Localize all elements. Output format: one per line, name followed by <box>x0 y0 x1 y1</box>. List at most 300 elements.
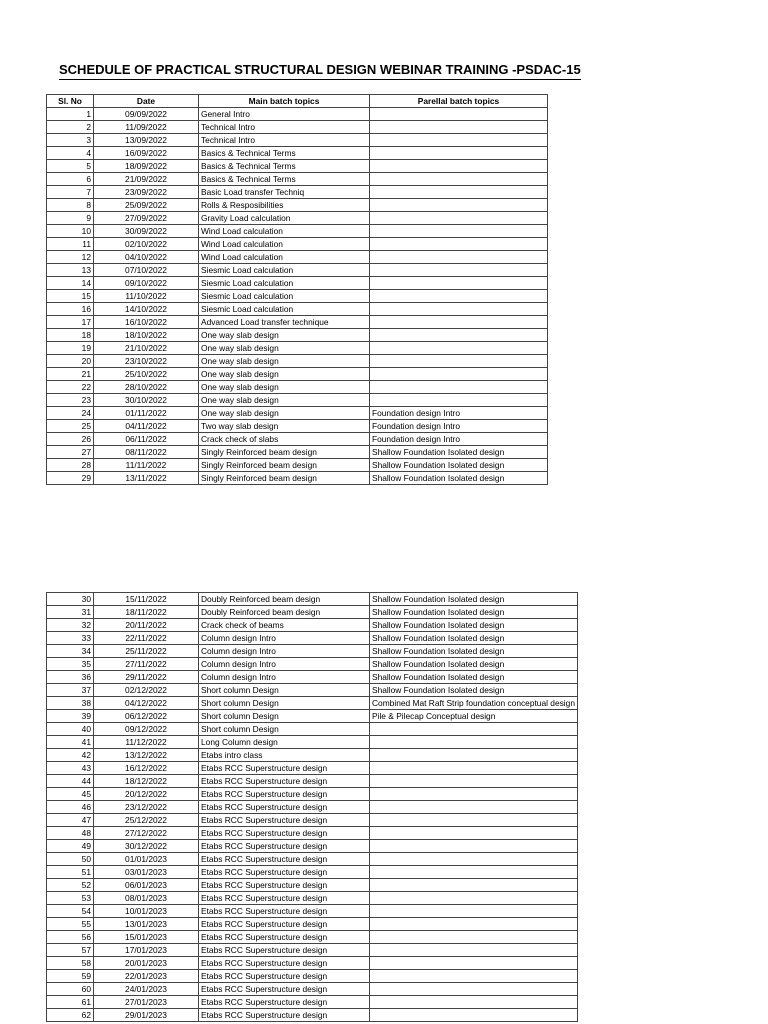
row-main-topic: Short column Design <box>199 723 370 736</box>
row-parallel-topic <box>370 957 578 970</box>
row-parallel-topic <box>370 225 548 238</box>
row-sl-no: 21 <box>47 368 94 381</box>
row-sl-no: 5 <box>47 160 94 173</box>
row-main-topic: Short column Design <box>199 684 370 697</box>
row-date: 23/12/2022 <box>94 801 199 814</box>
row-main-topic: One way slab design <box>199 368 370 381</box>
row-main-topic: Etabs RCC Superstructure design <box>199 970 370 983</box>
row-main-topic: Basics & Technical Terms <box>199 173 370 186</box>
table-row <box>47 710 578 723</box>
row-sl-no: 10 <box>47 225 94 238</box>
row-date: 13/11/2022 <box>94 472 199 485</box>
table-row <box>47 996 578 1009</box>
table-row <box>47 723 578 736</box>
row-main-topic: Doubly Reinforced beam design <box>199 606 370 619</box>
row-sl-no: 24 <box>47 407 94 420</box>
row-parallel-topic: Combined Mat Raft Strip foundation conceptual design <box>370 697 578 710</box>
row-main-topic: Etabs RCC Superstructure design <box>199 892 370 905</box>
row-sl-no: 47 <box>47 814 94 827</box>
row-sl-no: 40 <box>47 723 94 736</box>
row-date: 06/12/2022 <box>94 710 199 723</box>
row-main-topic: Etabs intro class <box>199 749 370 762</box>
row-date: 07/10/2022 <box>94 264 199 277</box>
row-date: 02/10/2022 <box>94 238 199 251</box>
table-row <box>47 606 578 619</box>
row-parallel-topic: Shallow Foundation Isolated design <box>370 658 578 671</box>
row-sl-no: 33 <box>47 632 94 645</box>
row-main-topic: Wind Load calculation <box>199 251 370 264</box>
row-parallel-topic <box>370 108 548 121</box>
row-parallel-topic <box>370 264 548 277</box>
row-main-topic: Singly Reinforced beam design <box>199 459 370 472</box>
row-parallel-topic: Shallow Foundation Isolated design <box>370 645 578 658</box>
row-date: 17/01/2023 <box>94 944 199 957</box>
row-date: 23/10/2022 <box>94 355 199 368</box>
row-date: 18/11/2022 <box>94 606 199 619</box>
row-sl-no: 42 <box>47 749 94 762</box>
table-row <box>47 199 548 212</box>
row-main-topic: Column design Intro <box>199 645 370 658</box>
row-parallel-topic <box>370 996 578 1009</box>
row-parallel-topic <box>370 251 548 264</box>
row-date: 25/11/2022 <box>94 645 199 658</box>
row-parallel-topic: Shallow Foundation Isolated design <box>370 446 548 459</box>
row-main-topic: Siesmic Load calculation <box>199 303 370 316</box>
row-sl-no: 35 <box>47 658 94 671</box>
row-sl-no: 38 <box>47 697 94 710</box>
row-sl-no: 48 <box>47 827 94 840</box>
row-date: 18/12/2022 <box>94 775 199 788</box>
table-row <box>47 905 578 918</box>
row-main-topic: One way slab design <box>199 407 370 420</box>
row-sl-no: 59 <box>47 970 94 983</box>
row-date: 14/10/2022 <box>94 303 199 316</box>
row-parallel-topic <box>370 944 578 957</box>
row-sl-no: 50 <box>47 853 94 866</box>
row-date: 04/11/2022 <box>94 420 199 433</box>
table-row <box>47 619 578 632</box>
row-parallel-topic <box>370 186 548 199</box>
row-sl-no: 30 <box>47 593 94 606</box>
row-date: 11/10/2022 <box>94 290 199 303</box>
row-parallel-topic <box>370 723 578 736</box>
header-sl-no: Sl. No <box>47 95 94 108</box>
row-sl-no: 17 <box>47 316 94 329</box>
row-sl-no: 16 <box>47 303 94 316</box>
row-parallel-topic <box>370 853 578 866</box>
row-sl-no: 62 <box>47 1009 94 1022</box>
row-date: 25/09/2022 <box>94 199 199 212</box>
row-sl-no: 36 <box>47 671 94 684</box>
row-main-topic: Etabs RCC Superstructure design <box>199 866 370 879</box>
row-parallel-topic <box>370 983 578 996</box>
table-row <box>47 238 548 251</box>
row-main-topic: Etabs RCC Superstructure design <box>199 983 370 996</box>
row-main-topic: Wind Load calculation <box>199 225 370 238</box>
table-row <box>47 957 578 970</box>
row-sl-no: 45 <box>47 788 94 801</box>
row-sl-no: 29 <box>47 472 94 485</box>
table-row <box>47 251 548 264</box>
table-row <box>47 342 548 355</box>
row-parallel-topic: Pile & Pilecap Conceptual design <box>370 710 578 723</box>
table-row <box>47 381 548 394</box>
row-sl-no: 18 <box>47 329 94 342</box>
row-parallel-topic <box>370 775 578 788</box>
row-date: 10/01/2023 <box>94 905 199 918</box>
row-date: 25/10/2022 <box>94 368 199 381</box>
row-sl-no: 58 <box>47 957 94 970</box>
row-parallel-topic <box>370 918 578 931</box>
row-main-topic: Siesmic Load calculation <box>199 290 370 303</box>
row-date: 02/12/2022 <box>94 684 199 697</box>
row-parallel-topic <box>370 749 578 762</box>
row-parallel-topic: Foundation design Intro <box>370 407 548 420</box>
row-date: 09/10/2022 <box>94 277 199 290</box>
schedule-body-part-1 <box>47 108 548 485</box>
table-row <box>47 472 548 485</box>
table-row <box>47 303 548 316</box>
page-title: SCHEDULE OF PRACTICAL STRUCTURAL DESIGN WEBINAR TRAINING -PSDAC-15 <box>59 62 581 80</box>
row-main-topic: Etabs RCC Superstructure design <box>199 1009 370 1022</box>
table-row <box>47 420 548 433</box>
row-parallel-topic <box>370 970 578 983</box>
row-date: 06/11/2022 <box>94 433 199 446</box>
row-main-topic: Basics & Technical Terms <box>199 160 370 173</box>
row-parallel-topic <box>370 368 548 381</box>
table-row <box>47 632 578 645</box>
table-row <box>47 788 578 801</box>
row-date: 24/01/2023 <box>94 983 199 996</box>
row-sl-no: 56 <box>47 931 94 944</box>
row-sl-no: 41 <box>47 736 94 749</box>
row-parallel-topic: Shallow Foundation Isolated design <box>370 459 548 472</box>
row-date: 16/12/2022 <box>94 762 199 775</box>
table-row <box>47 840 578 853</box>
table-row <box>47 160 548 173</box>
row-main-topic: Long Column design <box>199 736 370 749</box>
table-row <box>47 446 548 459</box>
row-parallel-topic <box>370 290 548 303</box>
row-sl-no: 12 <box>47 251 94 264</box>
table-row <box>47 918 578 931</box>
row-main-topic: Etabs RCC Superstructure design <box>199 931 370 944</box>
row-date: 29/11/2022 <box>94 671 199 684</box>
row-date: 28/10/2022 <box>94 381 199 394</box>
row-parallel-topic <box>370 329 548 342</box>
row-sl-no: 19 <box>47 342 94 355</box>
row-main-topic: Crack check of beams <box>199 619 370 632</box>
table-row <box>47 749 578 762</box>
table-row <box>47 134 548 147</box>
table-row <box>47 697 578 710</box>
table-row <box>47 801 578 814</box>
row-date: 01/11/2022 <box>94 407 199 420</box>
row-main-topic: Advanced Load transfer technique <box>199 316 370 329</box>
table-row <box>47 736 578 749</box>
table-row <box>47 827 578 840</box>
row-date: 16/10/2022 <box>94 316 199 329</box>
table-row <box>47 814 578 827</box>
row-sl-no: 31 <box>47 606 94 619</box>
row-sl-no: 9 <box>47 212 94 225</box>
row-date: 16/09/2022 <box>94 147 199 160</box>
row-sl-no: 25 <box>47 420 94 433</box>
row-main-topic: Etabs RCC Superstructure design <box>199 879 370 892</box>
row-sl-no: 49 <box>47 840 94 853</box>
row-date: 09/09/2022 <box>94 108 199 121</box>
row-parallel-topic <box>370 121 548 134</box>
row-parallel-topic <box>370 762 578 775</box>
row-parallel-topic <box>370 212 548 225</box>
row-sl-no: 6 <box>47 173 94 186</box>
row-main-topic: One way slab design <box>199 342 370 355</box>
table-header-row <box>47 95 548 108</box>
row-main-topic: Siesmic Load calculation <box>199 264 370 277</box>
row-parallel-topic <box>370 879 578 892</box>
schedule-table-part-1 <box>46 94 548 485</box>
table-row <box>47 225 548 238</box>
header-parallel-topics: Parellal batch topics <box>370 95 548 108</box>
row-parallel-topic <box>370 173 548 186</box>
table-row <box>47 931 578 944</box>
row-parallel-topic: Shallow Foundation Isolated design <box>370 593 578 606</box>
row-parallel-topic <box>370 355 548 368</box>
row-sl-no: 8 <box>47 199 94 212</box>
row-date: 01/01/2023 <box>94 853 199 866</box>
row-date: 29/01/2023 <box>94 1009 199 1022</box>
row-main-topic: Basics & Technical Terms <box>199 147 370 160</box>
table-row <box>47 645 578 658</box>
row-sl-no: 27 <box>47 446 94 459</box>
table-row <box>47 853 578 866</box>
row-sl-no: 15 <box>47 290 94 303</box>
row-sl-no: 44 <box>47 775 94 788</box>
table-row <box>47 658 578 671</box>
table-row <box>47 186 548 199</box>
row-main-topic: Etabs RCC Superstructure design <box>199 996 370 1009</box>
row-main-topic: Column design Intro <box>199 671 370 684</box>
row-sl-no: 26 <box>47 433 94 446</box>
table-row <box>47 684 578 697</box>
row-sl-no: 1 <box>47 108 94 121</box>
row-date: 20/01/2023 <box>94 957 199 970</box>
row-parallel-topic <box>370 840 578 853</box>
row-main-topic: Etabs RCC Superstructure design <box>199 944 370 957</box>
row-parallel-topic: Foundation design Intro <box>370 420 548 433</box>
table-row <box>47 433 548 446</box>
row-parallel-topic <box>370 394 548 407</box>
row-date: 21/10/2022 <box>94 342 199 355</box>
row-sl-no: 51 <box>47 866 94 879</box>
row-date: 15/11/2022 <box>94 593 199 606</box>
row-date: 30/10/2022 <box>94 394 199 407</box>
row-date: 03/01/2023 <box>94 866 199 879</box>
row-date: 04/10/2022 <box>94 251 199 264</box>
row-parallel-topic <box>370 160 548 173</box>
table-row <box>47 316 548 329</box>
table-row <box>47 879 578 892</box>
row-sl-no: 28 <box>47 459 94 472</box>
row-parallel-topic <box>370 931 578 944</box>
row-parallel-topic <box>370 788 578 801</box>
row-sl-no: 60 <box>47 983 94 996</box>
row-date: 08/11/2022 <box>94 446 199 459</box>
table-row <box>47 762 578 775</box>
row-main-topic: Singly Reinforced beam design <box>199 446 370 459</box>
table-row <box>47 108 548 121</box>
row-parallel-topic <box>370 134 548 147</box>
row-main-topic: Etabs RCC Superstructure design <box>199 827 370 840</box>
row-parallel-topic: Shallow Foundation Isolated design <box>370 632 578 645</box>
row-main-topic: One way slab design <box>199 381 370 394</box>
table-row <box>47 892 578 905</box>
table-row <box>47 355 548 368</box>
row-sl-no: 3 <box>47 134 94 147</box>
row-main-topic: Crack check of slabs <box>199 433 370 446</box>
row-date: 27/09/2022 <box>94 212 199 225</box>
row-parallel-topic <box>370 801 578 814</box>
row-main-topic: Singly Reinforced beam design <box>199 472 370 485</box>
row-parallel-topic <box>370 892 578 905</box>
row-date: 13/12/2022 <box>94 749 199 762</box>
row-main-topic: Column design Intro <box>199 658 370 671</box>
row-main-topic: Etabs RCC Superstructure design <box>199 957 370 970</box>
table-row <box>47 866 578 879</box>
table-row <box>47 329 548 342</box>
row-main-topic: Etabs RCC Superstructure design <box>199 788 370 801</box>
row-sl-no: 13 <box>47 264 94 277</box>
row-parallel-topic <box>370 866 578 879</box>
row-main-topic: Gravity Load calculation <box>199 212 370 225</box>
row-sl-no: 2 <box>47 121 94 134</box>
table-row <box>47 173 548 186</box>
row-date: 18/10/2022 <box>94 329 199 342</box>
row-date: 27/11/2022 <box>94 658 199 671</box>
table-row <box>47 407 548 420</box>
row-parallel-topic <box>370 381 548 394</box>
row-date: 11/12/2022 <box>94 736 199 749</box>
row-parallel-topic <box>370 905 578 918</box>
row-sl-no: 55 <box>47 918 94 931</box>
row-main-topic: Etabs RCC Superstructure design <box>199 840 370 853</box>
row-main-topic: Technical Intro <box>199 134 370 147</box>
row-parallel-topic <box>370 303 548 316</box>
row-main-topic: Doubly Reinforced beam design <box>199 593 370 606</box>
row-parallel-topic <box>370 1009 578 1022</box>
row-sl-no: 46 <box>47 801 94 814</box>
row-parallel-topic: Shallow Foundation Isolated design <box>370 619 578 632</box>
row-date: 06/01/2023 <box>94 879 199 892</box>
row-sl-no: 7 <box>47 186 94 199</box>
row-main-topic: Etabs RCC Superstructure design <box>199 762 370 775</box>
row-sl-no: 32 <box>47 619 94 632</box>
row-sl-no: 61 <box>47 996 94 1009</box>
row-date: 13/01/2023 <box>94 918 199 931</box>
row-date: 30/09/2022 <box>94 225 199 238</box>
row-main-topic: Etabs RCC Superstructure design <box>199 801 370 814</box>
row-main-topic: Siesmic Load calculation <box>199 277 370 290</box>
row-date: 23/09/2022 <box>94 186 199 199</box>
row-parallel-topic: Shallow Foundation Isolated design <box>370 606 578 619</box>
table-row <box>47 290 548 303</box>
row-date: 15/01/2023 <box>94 931 199 944</box>
row-main-topic: Rolls & Resposibilities <box>199 199 370 212</box>
row-sl-no: 43 <box>47 762 94 775</box>
row-main-topic: One way slab design <box>199 355 370 368</box>
row-parallel-topic <box>370 199 548 212</box>
row-parallel-topic <box>370 147 548 160</box>
row-main-topic: Two way slab design <box>199 420 370 433</box>
row-date: 18/09/2022 <box>94 160 199 173</box>
schedule-table-part-2 <box>46 592 578 1022</box>
row-parallel-topic <box>370 316 548 329</box>
header-main-topics: Main batch topics <box>199 95 370 108</box>
row-date: 21/09/2022 <box>94 173 199 186</box>
row-sl-no: 34 <box>47 645 94 658</box>
row-parallel-topic <box>370 342 548 355</box>
row-sl-no: 11 <box>47 238 94 251</box>
table-row <box>47 368 548 381</box>
row-parallel-topic: Shallow Foundation Isolated design <box>370 671 578 684</box>
row-sl-no: 23 <box>47 394 94 407</box>
row-parallel-topic: Shallow Foundation Isolated design <box>370 472 548 485</box>
row-date: 25/12/2022 <box>94 814 199 827</box>
row-main-topic: Column design Intro <box>199 632 370 645</box>
row-sl-no: 52 <box>47 879 94 892</box>
row-main-topic: General Intro <box>199 108 370 121</box>
row-date: 27/12/2022 <box>94 827 199 840</box>
row-date: 08/01/2023 <box>94 892 199 905</box>
row-date: 11/11/2022 <box>94 459 199 472</box>
table-row <box>47 459 548 472</box>
row-date: 09/12/2022 <box>94 723 199 736</box>
row-main-topic: One way slab design <box>199 394 370 407</box>
row-parallel-topic: Shallow Foundation Isolated design <box>370 684 578 697</box>
schedule-body-part-2 <box>47 593 578 1022</box>
row-main-topic: Short column Design <box>199 697 370 710</box>
table-row <box>47 593 578 606</box>
row-sl-no: 22 <box>47 381 94 394</box>
row-sl-no: 57 <box>47 944 94 957</box>
row-parallel-topic: Foundation design Intro <box>370 433 548 446</box>
row-parallel-topic <box>370 814 578 827</box>
table-row <box>47 264 548 277</box>
row-main-topic: Etabs RCC Superstructure design <box>199 918 370 931</box>
table-row <box>47 147 548 160</box>
table-row <box>47 1009 578 1022</box>
table-row <box>47 944 578 957</box>
row-sl-no: 37 <box>47 684 94 697</box>
row-parallel-topic <box>370 277 548 290</box>
table-row <box>47 121 548 134</box>
row-sl-no: 14 <box>47 277 94 290</box>
row-sl-no: 4 <box>47 147 94 160</box>
row-sl-no: 54 <box>47 905 94 918</box>
row-main-topic: Basic Load transfer Techniq <box>199 186 370 199</box>
row-main-topic: Technical Intro <box>199 121 370 134</box>
row-date: 22/01/2023 <box>94 970 199 983</box>
row-parallel-topic <box>370 238 548 251</box>
row-date: 13/09/2022 <box>94 134 199 147</box>
table-row <box>47 671 578 684</box>
table-row <box>47 212 548 225</box>
table-row <box>47 775 578 788</box>
row-date: 22/11/2022 <box>94 632 199 645</box>
row-date: 27/01/2023 <box>94 996 199 1009</box>
row-main-topic: Short column Design <box>199 710 370 723</box>
row-main-topic: Etabs RCC Superstructure design <box>199 853 370 866</box>
